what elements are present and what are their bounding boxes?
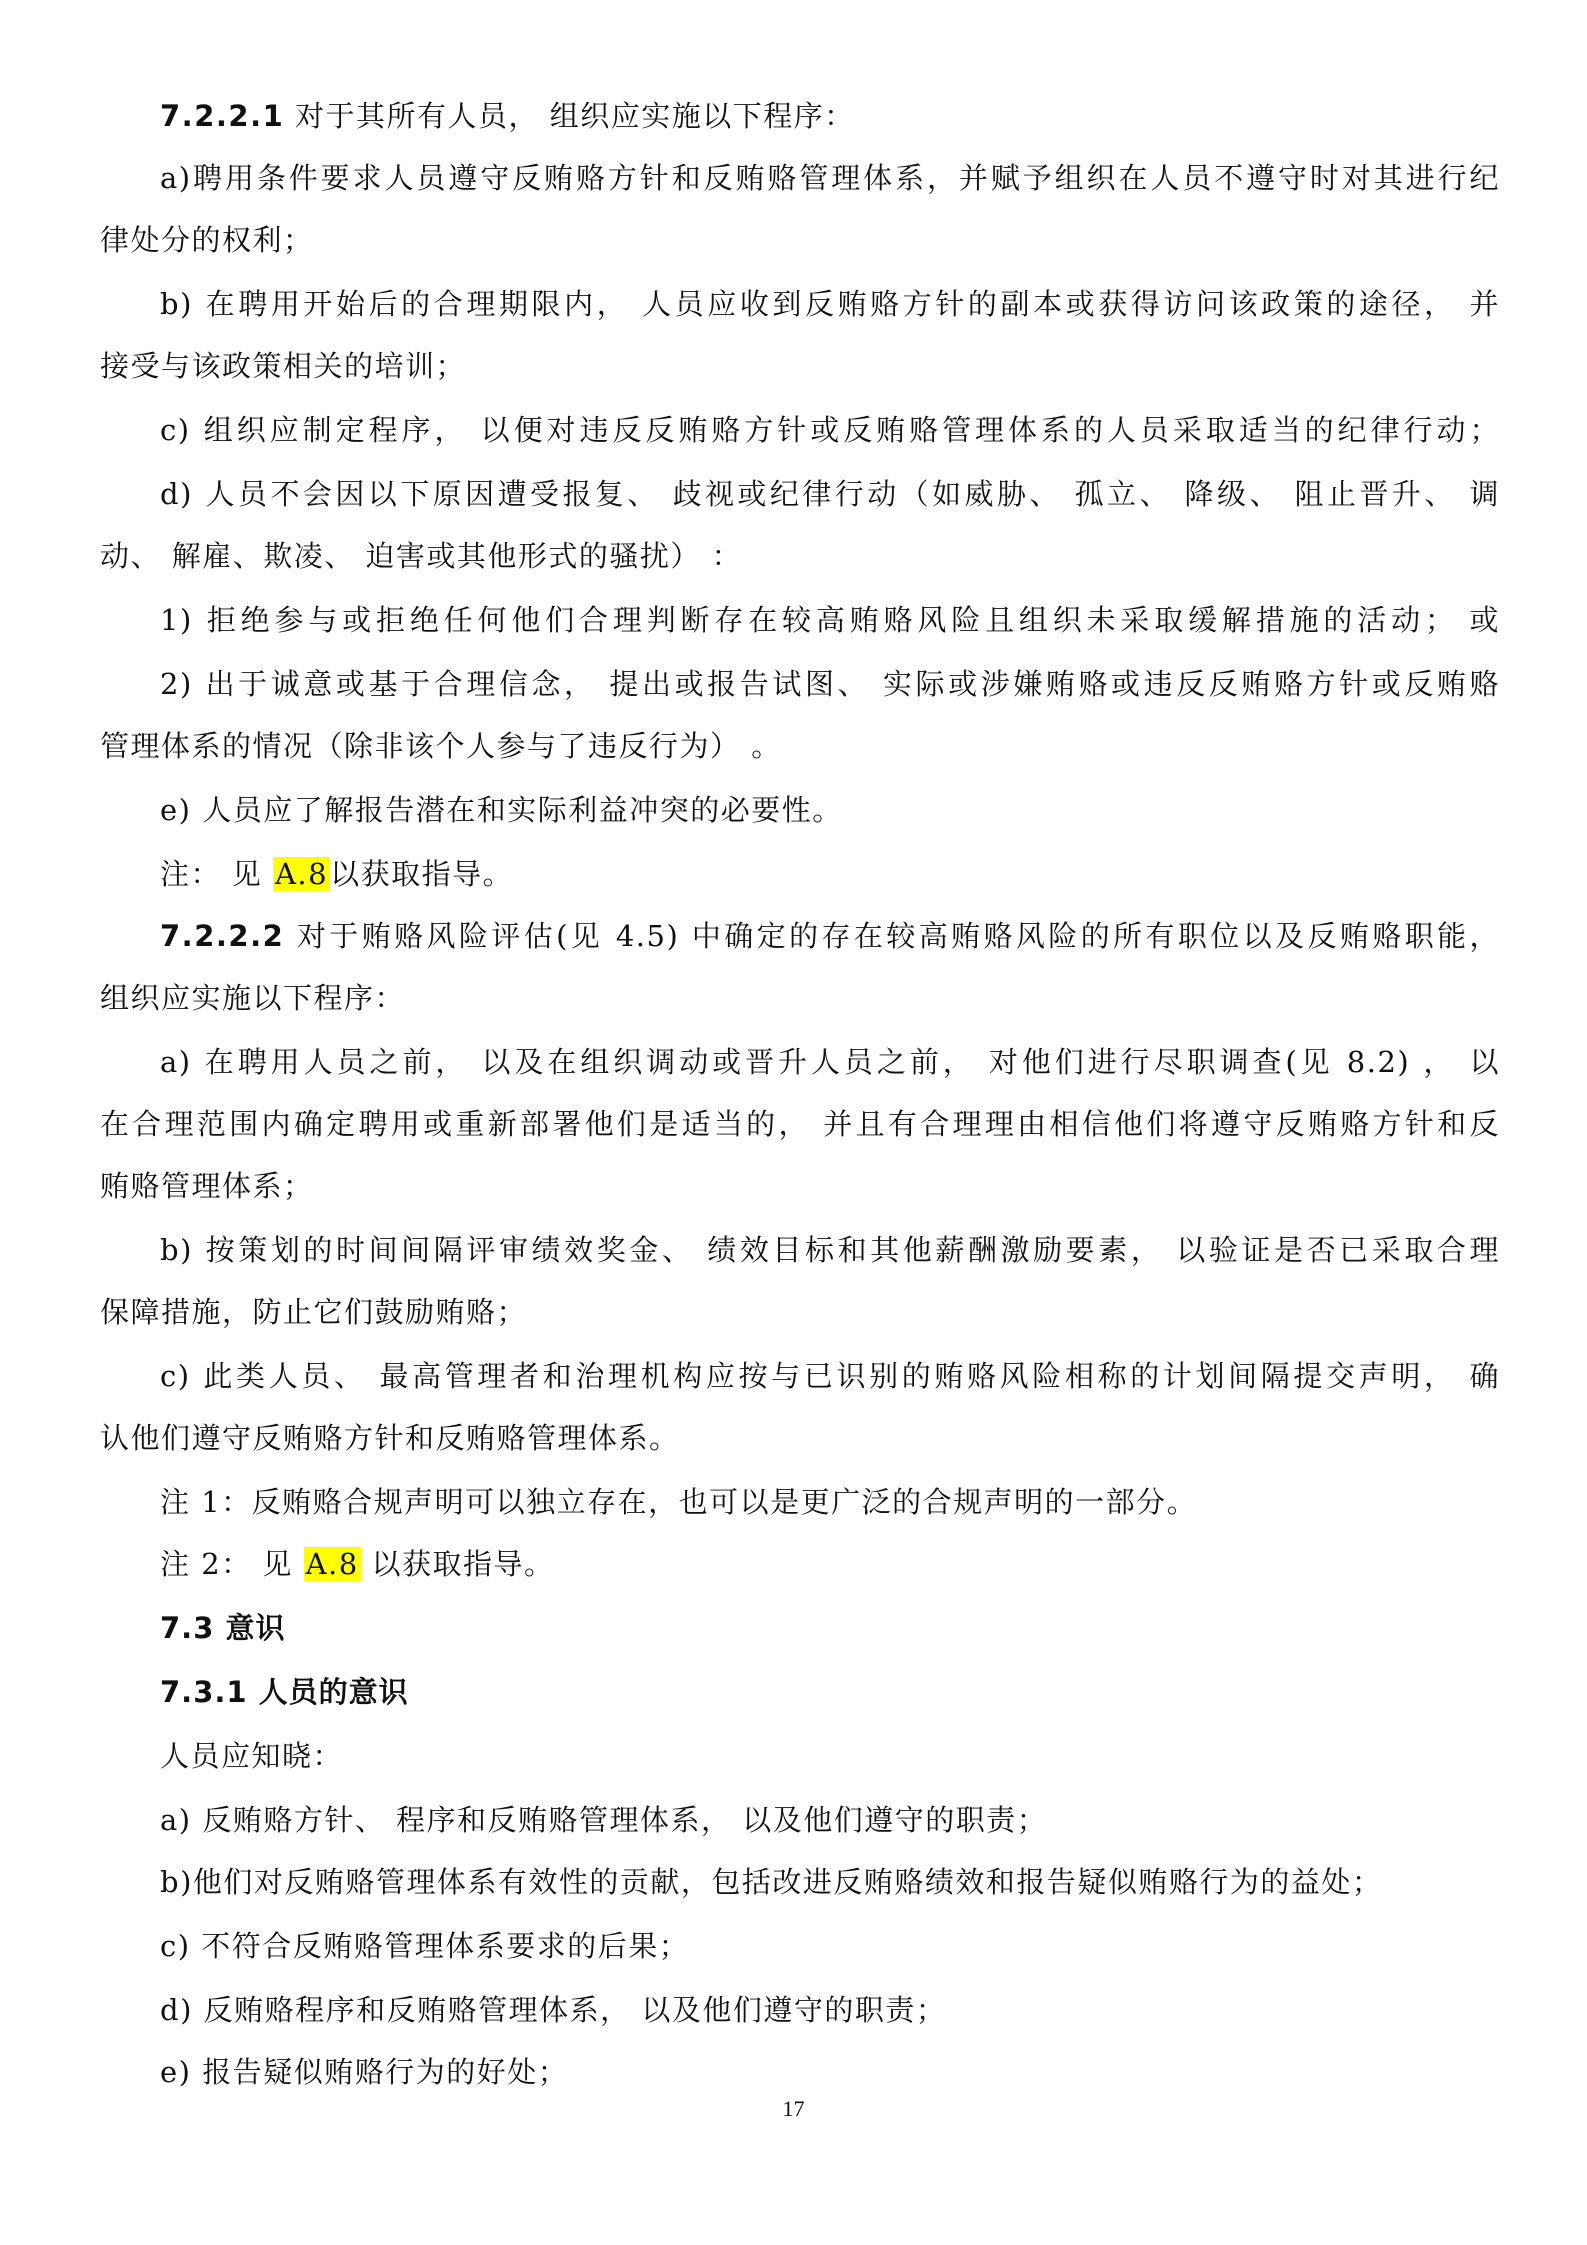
item-a-line-2: 律处分的权利； bbox=[100, 223, 314, 257]
clause-number: 7.2.2.2 bbox=[160, 919, 285, 953]
item-a-line-1: a)聘用条件要求人员遵守反贿赂方针和反贿赂管理体系，并赋予组织在人员不遵守时对其进行纪 bbox=[160, 161, 1500, 195]
clause-number: 7.2.2.1 bbox=[160, 99, 285, 133]
item-d-line-2: 动、 解雇、欺凌、 迫害或其他形式的骚扰） ： bbox=[100, 539, 743, 573]
item-d1-line-1: 1) 拒绝参与或拒绝任何他们合理判断存在较高贿赂风险且组织未采取缓解措施的活动； 或 bbox=[160, 603, 1500, 637]
section-7-3-heading: 7.3 意识 bbox=[160, 1611, 286, 1645]
awareness-item-b: b)他们对反贿赂管理体系有效性的贡献，包括改进反贿赂绩效和报告疑似贿赂行为的益处； bbox=[160, 1865, 1383, 1899]
awareness-item-c: c) 不符合反贿赂管理体系要求的后果； bbox=[160, 1929, 690, 1963]
note-suffix: 以获取指导。 bbox=[330, 857, 514, 891]
item-d2-line-2: 管理体系的情况（除非该个人参与了违反行为） 。 bbox=[100, 729, 782, 763]
item-a-line-3: 贿赂管理体系； bbox=[100, 1169, 314, 1203]
item-d-line-1: d) 人员不会因以下原因遭受报复、 歧视或纪律行动（如威胁、 孤立、 降级、 阻止晋升、 调 bbox=[160, 477, 1500, 511]
item-d2-line-1: 2) 出于诚意或基于合理信念， 提出或报告试图、 实际或涉嫌贿赂或违反反贿赂方针或反贿赂 bbox=[160, 667, 1500, 701]
item-a-line-2: 在合理范围内确定聘用或重新部署他们是适当的， 并且有合理理由相信他们将遵守反贿赂方针和反 bbox=[100, 1107, 1500, 1141]
item-e-line-1: e) 人员应了解报告潜在和实际利益冲突的必要性。 bbox=[160, 793, 843, 827]
item-b-line-1: b) 按策划的时间间隔评审绩效奖金、 绩效目标和其他薪酬激励要素， 以验证是否已采取合理 bbox=[160, 1233, 1500, 1267]
awareness-item-a: a) 反贿赂方针、 程序和反贿赂管理体系， 以及他们遵守的职责； bbox=[160, 1803, 1048, 1837]
note-reference-link[interactable]: A.8 bbox=[274, 857, 329, 891]
item-c-line-2: 认他们遵守反贿赂方针和反贿赂管理体系。 bbox=[100, 1421, 680, 1455]
note-prefix: 注 2： 见 bbox=[160, 1547, 304, 1581]
section-7-3-1-heading: 7.3.1 人员的意识 bbox=[160, 1675, 409, 1709]
note-1: 注 1：反贿赂合规声明可以独立存在，也可以是更广泛的合规声明的一部分。 bbox=[160, 1485, 1198, 1519]
clause-7-2-2-2-line-2: 组织应实施以下程序： bbox=[100, 981, 406, 1015]
item-b-line-2: 接受与该政策相关的培训； bbox=[100, 349, 467, 383]
note-reference-link[interactable]: A.8 bbox=[305, 1547, 359, 1581]
clause-7-2-2-2-heading bbox=[100, 916, 1500, 956]
awareness-item-d: d) 反贿赂程序和反贿赂管理体系， 以及他们遵守的职责； bbox=[160, 1993, 947, 2027]
item-a-line-1: a) 在聘用人员之前， 以及在组织调动或晋升人员之前， 对他们进行尽职调查(见 8.2) ， 以 bbox=[160, 1045, 1500, 1079]
note-2 bbox=[160, 1544, 554, 1584]
clause-text: 对于贿赂风险评估(见 4.5) 中确定的存在较高贿赂风险的所有职位以及反贿赂职能， bbox=[296, 919, 1501, 953]
awareness-item-e: e) 报告疑似贿赂行为的好处； bbox=[160, 2055, 569, 2089]
item-c-line-1: c) 组织应制定程序， 以便对违反反贿赂方针或反贿赂管理体系的人员采取适当的纪律行动； bbox=[160, 413, 1500, 447]
page-number: 17 bbox=[782, 2096, 805, 2121]
item-b-line-2: 保障措施，防止它们鼓励贿赂； bbox=[100, 1295, 528, 1329]
note-suffix: 以获取指导。 bbox=[360, 1547, 555, 1581]
clause-7-2-2-1-heading bbox=[160, 96, 855, 136]
section-7-3-1-intro: 人员应知晓： bbox=[160, 1739, 344, 1773]
item-c-line-1: c) 此类人员、 最高管理者和治理机构应按与已识别的贿赂风险相称的计划间隔提交声明， 确 bbox=[160, 1359, 1500, 1393]
note-prefix: 注： 见 bbox=[160, 857, 273, 891]
note-line bbox=[160, 854, 513, 894]
item-b-line-1: b) 在聘用开始后的合理期限内， 人员应收到反贿赂方针的副本或获得访问该政策的途径， 并 bbox=[160, 287, 1500, 321]
clause-text: 对于其所有人员， 组织应实施以下程序： bbox=[294, 99, 855, 133]
